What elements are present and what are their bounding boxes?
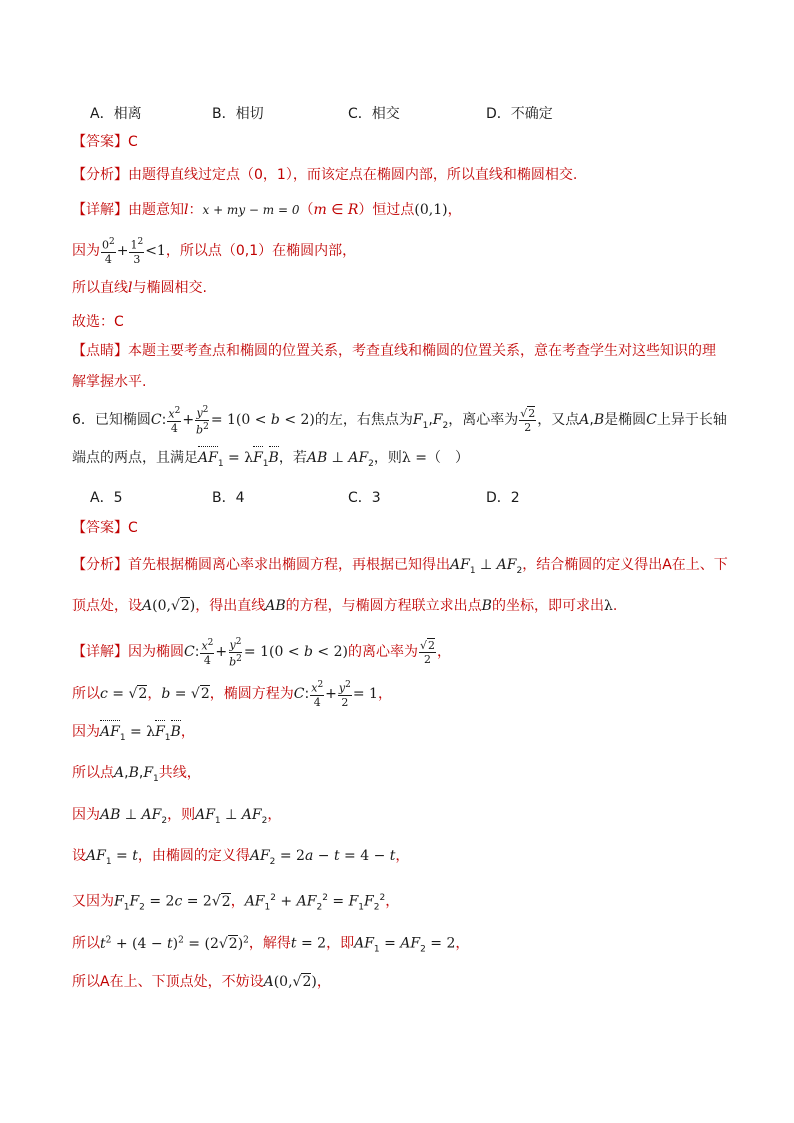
q6-detail-1: 【详解】因为椭圆C: $\frac{x^2}{4}$ + $\frac{y^2}{b^2}$ = 1(0 < b < 2)的离心率为 $\frac{√2}{2}$ ， <box>72 637 451 669</box>
q5-detail-1: 【详解】由题意知l：x + my − m = 0（m ∈ R）恒过点(0,1)， <box>72 202 462 218</box>
analysis-tag: 【分析】 <box>72 167 128 183</box>
q6-analysis-2: 顶点处，设A(0,√2)，得出直线AB的方程，与椭圆方程联立求出点B的坐标，即可求出λ. <box>72 598 618 614</box>
q5-comment-2 <box>72 371 146 393</box>
q5-analysis <box>72 164 577 186</box>
comment-text-cont: 解掌握水平. <box>72 374 147 390</box>
q6-option-a: A．5 <box>90 490 123 506</box>
analysis-text: 由题得直线过定点（0，1），而该定点在椭圆内部，所以直线和椭圆相交. <box>128 167 578 183</box>
q6-detail-3: 因为$AF_1 = \lambda F_1B$， <box>72 721 195 749</box>
q6-detail-7: 又因为$F_1F_2 = 2c = 2√2$，$AF_1^2 + AF_2^2 = F_1F_2^2$， <box>72 893 400 913</box>
q5-option-a: A．相离 <box>90 106 142 122</box>
q6-detail-6: 设$AF_1 = t$，由椭圆的定义得$AF_2 = 2a - t = 4 - t$， <box>72 848 410 867</box>
q5-option-d: D．不确定 <box>486 106 553 122</box>
detail-tag: 【详解】 <box>72 202 128 218</box>
q6-detail-5: 因为AB ⊥ $AF_2$，则$AF_1$ ⊥ $AF_2$， <box>72 807 282 826</box>
q6-option-b: B．4 <box>212 490 245 506</box>
q5-detail-3: 所以直线l与椭圆相交. <box>72 280 207 296</box>
answer-value: C <box>128 134 138 150</box>
q6-analysis-1: 【分析】首先根据椭圆离心率求出椭圆方程，再根据已知得出$AF_1$ ⊥ $AF_2$，结合椭圆的定义得出A在上、下 <box>72 557 728 576</box>
q5-option-b: B．相切 <box>212 106 264 122</box>
analysis-tag: 【分析】 <box>72 557 128 573</box>
comment-text: 本题主要考查点和椭圆的位置关系，考查直线和椭圆的位置关系，意在考查学生对这些知识的理 <box>128 343 716 359</box>
q5-comment-1 <box>72 340 716 362</box>
q6-option-c: C．3 <box>348 490 381 506</box>
choice-text: 故选：C <box>72 314 124 330</box>
q5-option-c: C．相交 <box>348 106 400 122</box>
q5-answer <box>72 131 138 153</box>
q5-choice <box>72 311 124 333</box>
q6-answer <box>72 517 138 539</box>
q6-stem-1: 6．已知椭圆C: $\frac{x^2}{4}$ + $\frac{y^2}{b^2}$ = 1(0 < b < 2)的左，右焦点为$F_1,F_2$，离心率为 $\frac{√2}{2}$ ，又点A,B是椭圆C上异于长轴 <box>72 405 727 437</box>
detail-tag: 【详解】 <box>72 644 128 661</box>
q6-option-d: D．2 <box>486 490 520 506</box>
q6-detail-9: 所以A在上、下顶点处，不妨设A(0,√2)， <box>72 974 331 990</box>
comment-tag: 【点睛】 <box>72 343 128 359</box>
q6-detail-4: 所以点$A,B,F_1$共线， <box>72 765 201 784</box>
q5-detail-2: 因为 $\frac{0^2}{4}$ + $\frac{1^2}{3}$ <1，所以点（0,1）在椭圆内部， <box>72 237 357 266</box>
q6-stem-2: 端点的两点，且满足$AF_1 = \lambda F_1B$，若AB ⊥ $AF_2$，则λ =（ ） <box>72 447 469 475</box>
q6-detail-2: 所以c = √2，b = √2，椭圆方程为C: $\frac{x^2}{4}$ + $\frac{y^2}{2}$ = 1， <box>72 680 392 709</box>
answer-tag: 【答案】 <box>72 520 128 536</box>
q6-detail-8: 所以$t^2 + (4 - t)^2 = (2√2)^2$，解得t = 2，即$AF_1 = AF_2 = 2$， <box>72 935 470 955</box>
answer-tag: 【答案】 <box>72 134 128 150</box>
answer-value: C <box>128 520 138 536</box>
